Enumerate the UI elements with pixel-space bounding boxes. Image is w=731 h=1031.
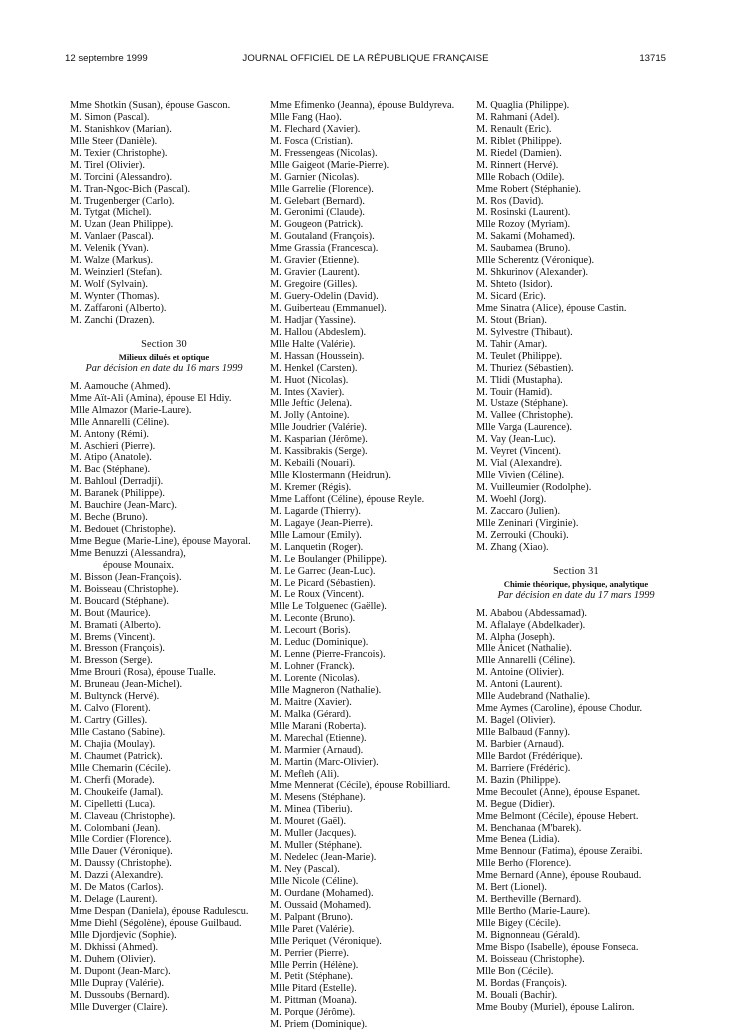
list-item: Mme Aït-Ali (Amina), épouse El Hdiy.	[70, 392, 232, 404]
list-item: M. Mefleh (Ali).	[270, 768, 340, 780]
list-item: Mme Mennerat (Cécile), épouse Robilliard.	[270, 780, 451, 792]
list-item: M. Lorente (Nicolas).	[270, 673, 360, 684]
list-item: M. Priem (Dominique).	[270, 1019, 368, 1031]
list-item: Mlle Perrin (Hélène).	[270, 959, 359, 971]
list-item: M. Bout (Maurice).	[70, 607, 151, 619]
list-item: Mlle Bigey (Cécile).	[476, 918, 561, 929]
list-item: M. Huot (Nicolas).	[270, 374, 349, 386]
list-item: M. Simon (Pascal).	[70, 111, 150, 123]
section-title: Section 31	[553, 565, 599, 577]
list-item: M. Barbier (Arnaud).	[476, 738, 565, 750]
list-item: Mlle Marani (Roberta).	[270, 720, 367, 732]
list-item: M. Delage (Laurent).	[70, 894, 158, 906]
column-right	[476, 100, 676, 1014]
list-item: Mlle Scherentz (Véronique).	[476, 255, 595, 267]
list-item: M. Perrier (Pierre).	[270, 947, 349, 959]
list-item: M. Lagarde (Thierry).	[270, 505, 361, 517]
list-item: M. Leconte (Bruno).	[270, 613, 356, 625]
list-item: M. Vanlaer (Pascal).	[70, 231, 154, 243]
list-item: Mme Robert (Stéphanie).	[476, 183, 581, 195]
list-item: Mlle Duverger (Claire).	[70, 1001, 168, 1013]
list-item: M. Tirel (Olivier).	[70, 159, 145, 171]
list-item: M. Zhang (Xiao).	[476, 541, 549, 553]
list-item: Mlle Anicet (Nathalie).	[476, 643, 572, 655]
list-item: M. Intes (Xavier).	[270, 386, 345, 398]
list-item: Mlle Castano (Sabine).	[70, 727, 166, 738]
list-item: M. Maitre (Xavier).	[270, 696, 352, 708]
list-item: M. Martin (Marc-Olivier).	[270, 756, 379, 768]
list-item: M. Kebaili (Nouari).	[270, 458, 356, 470]
list-item: M. Riedel (Damien).	[476, 147, 562, 159]
list-item: M. Ros (David).	[476, 195, 544, 207]
list-item: M. Bauchire (Jean-Marc).	[70, 500, 177, 512]
list-item: Mme Diehl (Ségolène), épouse Guilbaud.	[70, 918, 242, 929]
list-item: M. Uzan (Jean Philippe).	[70, 219, 174, 231]
list-item: M. Antony (Rémi).	[70, 428, 149, 440]
list-item: M. Ney (Pascal).	[270, 864, 340, 875]
list-item: M. Mesens (Stéphane).	[270, 792, 366, 804]
list-item: M. Quaglia (Philippe).	[476, 100, 570, 111]
list-item: Mme Aymes (Caroline), épouse Chodur.	[476, 703, 643, 715]
list-item: M. Bagel (Olivier).	[476, 715, 556, 727]
list-item: M. Hassan (Houssein).	[270, 350, 365, 362]
list-item: M. Dupont (Jean-Marc).	[70, 965, 171, 977]
list-item: Mme Becoulet (Anne), épouse Espanet.	[476, 786, 641, 798]
decision-date: Par décision en date du 16 mars 1999	[85, 362, 243, 374]
list-item: M. Shkurinov (Alexander).	[476, 267, 589, 279]
list-item: Mlle Gaigeot (Marie-Pierre).	[270, 159, 390, 171]
list-item: M. Renault (Eric).	[476, 123, 552, 135]
list-item: M. Trugenberger (Carlo).	[70, 195, 175, 207]
list-item: M. Fressengeas (Nicolas).	[270, 147, 378, 159]
list-item: Mlle Djordjevic (Sophie).	[70, 929, 177, 941]
list-item: M. Guiberteau (Emmanuel).	[270, 302, 387, 314]
list-item: M. Lenne (Pierre-Francois).	[270, 649, 386, 661]
list-item: M. Zanchi (Drazen).	[70, 314, 155, 326]
list-item: M. Gregoire (Gilles).	[270, 279, 358, 291]
column-left	[70, 100, 258, 1014]
list-item: M. Bazin (Philippe).	[476, 774, 561, 786]
list-item: M. Aamouche (Ahmed).	[70, 380, 171, 392]
list-item: M. Barriere (Frédéric).	[476, 762, 571, 774]
list-item: M. Dussoubs (Bernard).	[70, 989, 170, 1001]
list-item: M. Lecourt (Boris).	[270, 625, 351, 637]
list-item: M. Rinnert (Hervé).	[476, 159, 559, 171]
list-item: M. Cartry (Gilles).	[70, 715, 148, 727]
list-item: M. Cherfi (Morade).	[70, 774, 155, 786]
list-item: Mme Efimenko (Jeanna), épouse Buldyreva.	[270, 100, 455, 111]
list-item: Mme Brouri (Rosa), épouse Tualle.	[70, 667, 216, 679]
list-item: M. Velenik (Yvan).	[70, 243, 149, 255]
list-item: Mlle Klostermann (Heidrun).	[270, 470, 391, 482]
list-item: M. Gravier (Laurent).	[270, 267, 360, 279]
list-item: M. Choukeife (Jamal).	[70, 786, 164, 798]
list-item: M. Tlidi (Mustapha).	[476, 374, 563, 386]
list-item: M. Vuilleumier (Rodolphe).	[476, 482, 592, 493]
list-item: M. Chaumet (Patrick).	[70, 750, 163, 762]
list-item: M. Bert (Lionel).	[476, 882, 547, 894]
list-item: M. Tran-Ngoc-Bich (Pascal).	[70, 183, 191, 195]
list-item: M. Bedouet (Christophe).	[70, 524, 176, 536]
list-item: Mme Bennour (Fatima), épouse Zeraibi.	[476, 846, 643, 858]
list-item: Mme Belmont (Cécile), épouse Hebert.	[476, 810, 639, 822]
page-number: 13715	[639, 53, 666, 64]
list-item-continuation: épouse Mounaix.	[103, 559, 174, 571]
list-item: Mlle Zeninari (Virginie).	[476, 517, 579, 529]
list-item: Mlle Varga (Laurence).	[476, 422, 572, 434]
list-item: Mlle Chemarin (Cécile).	[70, 762, 171, 774]
list-item: M. Bertheville (Bernard).	[476, 894, 582, 906]
journal-title: JOURNAL OFFICIEL DE LA RÉPUBLIQUE FRANÇAISE	[242, 53, 489, 64]
list-item: M. Veyret (Vincent).	[476, 446, 561, 458]
list-item: Mme Benea (Lidia).	[476, 834, 560, 846]
list-item: M. Claveau (Christophe).	[70, 810, 176, 822]
list-item: Mlle Dupray (Valérie).	[70, 977, 165, 989]
list-item: M. Weinzierl (Stefan).	[70, 267, 163, 279]
list-item: M. Zaccaro (Julien).	[476, 505, 561, 517]
list-item: M. Baranek (Philippe).	[70, 488, 165, 500]
list-item: Mlle Berho (Florence).	[476, 858, 572, 870]
list-item: M. Antoni (Laurent).	[476, 679, 563, 691]
list-item: M. Antoine (Olivier).	[476, 667, 565, 679]
list-item: Mme Laffont (Céline), épouse Reyle.	[270, 493, 425, 505]
list-item: M. Lanquetin (Roger).	[270, 541, 364, 553]
list-item: M. Calvo (Florent).	[70, 703, 151, 715]
list-item: M. Le Roux (Vincent).	[270, 589, 365, 601]
list-item: Mlle Fang (Hao).	[270, 111, 342, 123]
list-item: M. Wynter (Thomas).	[70, 291, 160, 302]
list-item: M. Hallou (Abdeslem).	[270, 326, 367, 338]
list-item: M. Jolly (Antoine).	[270, 410, 350, 422]
list-item: M. Sakami (Mohamed).	[476, 231, 575, 243]
list-item: Mlle Robach (Odile).	[476, 171, 565, 183]
list-item: M. Bac (Stéphane).	[70, 464, 151, 476]
list-item: M. Aflalaye (Abdelkader).	[476, 619, 586, 631]
list-item: M. Gougeon (Patrick).	[270, 219, 364, 231]
page-header	[0, 0, 731, 70]
list-item: M. Le Picard (Sébastien).	[270, 577, 376, 589]
list-item: M. Ourdane (Mohamed).	[270, 887, 374, 899]
list-item: M. Bultynck (Hervé).	[70, 691, 160, 703]
list-item: M. Stanishkov (Marian).	[70, 123, 172, 135]
list-item: M. Rosinski (Laurent).	[476, 207, 571, 219]
list-item: Mlle Dauer (Véronique).	[70, 846, 173, 858]
list-item: M. Vial (Alexandre).	[476, 458, 563, 470]
list-item: M. Zerrouki (Chouki).	[476, 529, 569, 541]
list-item: M. Bahloul (Derradji).	[70, 476, 164, 488]
list-item: M. Le Boulanger (Philippe).	[270, 553, 387, 565]
list-item: M. Oussaid (Mohamed).	[270, 899, 372, 911]
list-item: Mlle Vivien (Céline).	[476, 470, 565, 482]
list-item: M. Muller (Jacques).	[270, 828, 357, 840]
list-item: M. Sylvestre (Thibaut).	[476, 326, 573, 338]
list-item: M. Bouali (Bachir).	[476, 989, 558, 1001]
list-item: M. Lohner (Franck).	[270, 661, 355, 673]
list-item: M. Kremer (Régis).	[270, 482, 352, 493]
list-item: M. Lagaye (Jean-Pierre).	[270, 517, 373, 529]
list-item: Mlle Periquet (Véronique).	[270, 935, 382, 947]
section-subtitle: Chimie théorique, physique, analytique	[503, 578, 649, 589]
list-item: M. Porque (Jérôme).	[270, 1007, 356, 1019]
list-item: M. Kasparian (Jérôme).	[270, 434, 368, 446]
list-item: M. Petit (Stéphane).	[270, 971, 353, 983]
list-item: Mlle Halte (Valérie).	[270, 338, 356, 350]
list-item: M. Le Garrec (Jean-Luc).	[270, 565, 376, 577]
list-item: M. Minea (Tiberiu).	[270, 804, 353, 816]
list-item: M. Guery-Odelin (David).	[270, 291, 379, 302]
section-title: Section 30	[141, 338, 187, 350]
list-item: M. Dkhissi (Ahmed).	[70, 941, 159, 953]
list-item: M. Dazzi (Alexandre).	[70, 870, 164, 882]
list-item: M. Muller (Stéphane).	[270, 840, 363, 852]
decision-date: Par décision en date du 17 mars 1999	[497, 589, 655, 601]
list-item: M. Zaffaroni (Alberto).	[70, 302, 167, 314]
list-item: M. Benchanaa (M'barek).	[476, 822, 582, 834]
list-item: Mme Bernard (Anne), épouse Roubaud.	[476, 870, 642, 882]
list-item: M. Boucard (Stéphane).	[70, 595, 169, 607]
list-item: M. Marechal (Etienne).	[270, 732, 367, 744]
header-date: 12 septembre 1999	[65, 53, 148, 64]
list-item: M. Vallee (Christophe).	[476, 410, 574, 422]
list-item: M. Fosca (Cristian).	[270, 135, 353, 147]
list-item: M. Aschieri (Pierre).	[70, 440, 156, 452]
list-item: Mme Despan (Daniela), épouse Radulescu.	[70, 906, 249, 918]
list-item: M. Ustaze (Stéphane).	[476, 398, 569, 410]
list-item: Mlle Le Tolguenec (Gaëlle).	[270, 601, 387, 613]
list-item: M. Daussy (Christophe).	[70, 858, 172, 870]
list-item: M. Boisseau (Christophe).	[70, 583, 179, 595]
list-item: M. Gravier (Etienne).	[270, 255, 360, 267]
list-item: Mlle Cordier (Florence).	[70, 834, 172, 846]
list-item: M. Leduc (Dominique).	[270, 637, 369, 649]
list-item: M. Sicard (Eric).	[476, 291, 546, 302]
list-item: Mme Sinatra (Alice), épouse Castin.	[476, 302, 627, 314]
list-item: Mlle Audebrand (Nathalie).	[476, 691, 591, 703]
list-item: Mme Benuzzi (Alessandra),	[70, 547, 186, 559]
list-item: M. Bignonneau (Gérald).	[476, 929, 581, 941]
list-item: Mlle Pitard (Estelle).	[270, 983, 357, 995]
list-item: M. Brems (Vincent).	[70, 631, 156, 643]
list-item: M. Bisson (Jean-François).	[70, 571, 182, 583]
list-item: Mlle Jeftic (Jelena).	[270, 398, 353, 410]
section-spacer	[70, 327, 258, 339]
list-item: Mlle Almazor (Marie-Laure).	[70, 404, 192, 416]
list-item: M. Touir (Hamid).	[476, 386, 553, 398]
list-item: M. Palpant (Bruno).	[270, 911, 353, 923]
list-item: M. Wolf (Sylvain).	[70, 279, 148, 291]
list-item: M. Shteto (Isidor).	[476, 279, 553, 291]
list-item: Mlle Nicole (Céline).	[270, 875, 359, 887]
list-item: M. Geronimi (Claude).	[270, 207, 365, 219]
list-item: M. Boisseau (Christophe).	[476, 953, 585, 965]
list-item: M. De Matos (Carlos).	[70, 882, 164, 894]
list-item: M. Woehl (Jorg).	[476, 493, 547, 505]
section-subtitle: Milieux dilués et optique	[118, 351, 210, 362]
list-item: Mlle Bertho (Marie-Laure).	[476, 906, 591, 918]
list-item: M. Bramati (Alberto).	[70, 619, 161, 631]
list-item: Mlle Annarelli (Céline).	[70, 416, 170, 428]
list-item: Mlle Bon (Cécile).	[476, 965, 554, 977]
list-item: Mme Begue (Marie-Line), épouse Mayoral.	[70, 536, 251, 547]
list-item: Mlle Garrelie (Florence).	[270, 183, 374, 195]
list-item: M. Bresson (Serge).	[70, 655, 153, 667]
list-item: M. Kassibrakis (Serge).	[270, 446, 368, 458]
list-item: M. Texier (Christophe).	[70, 147, 168, 159]
list-item: Mme Bouby (Muriel), épouse Laliron.	[476, 1001, 635, 1013]
list-item: M. Alpha (Joseph).	[476, 631, 555, 643]
list-item: Mlle Balbaud (Fanny).	[476, 727, 571, 738]
list-item: M. Bordas (François).	[476, 977, 567, 989]
list-item: Mlle Annarelli (Céline).	[476, 655, 576, 667]
list-item: M. Saubamea (Bruno).	[476, 243, 571, 255]
column-middle	[270, 100, 468, 1031]
section-spacer	[476, 554, 676, 566]
list-item: M. Bruneau (Jean-Michel).	[70, 679, 183, 691]
list-item: M. Bresson (François).	[70, 643, 165, 655]
list-item: M. Hadjar (Yassine).	[270, 314, 356, 326]
list-item: Mlle Bardot (Frédérique).	[476, 750, 583, 762]
list-item: M. Thuriez (Sébastien).	[476, 362, 574, 374]
list-item: M. Cipelletti (Luca).	[70, 798, 156, 810]
list-item: M. Ababou (Abdessamad).	[476, 607, 587, 619]
list-item: M. Tytgat (Michel).	[70, 207, 152, 219]
list-item: Mme Grassia (Francesca).	[270, 243, 379, 255]
list-item: M. Colombani (Jean).	[70, 822, 161, 834]
list-item: M. Vay (Jean-Luc).	[476, 434, 556, 446]
list-item: M. Pittman (Moana).	[270, 995, 357, 1007]
list-item: M. Flechard (Xavier).	[270, 123, 361, 135]
list-item: M. Teulet (Philippe).	[476, 350, 563, 362]
list-item: M. Torcini (Alessandro).	[70, 171, 173, 183]
list-item: M. Henkel (Carsten).	[270, 362, 358, 374]
list-item: Mlle Rozoy (Myriam).	[476, 219, 571, 231]
list-item: M. Tahir (Amar).	[476, 338, 548, 350]
list-item: M. Walze (Markus).	[70, 255, 154, 267]
list-item: M. Mouret (Gaël).	[270, 816, 347, 828]
list-item: M. Malka (Gérard).	[270, 708, 352, 720]
list-item: M. Stout (Brian).	[476, 314, 547, 326]
list-item: Mlle Paret (Valérie).	[270, 923, 355, 935]
list-item: Mme Bispo (Isabelle), épouse Fonseca.	[476, 941, 639, 953]
list-item: M. Chajia (Moulay).	[70, 738, 156, 750]
list-item: Mlle Joudrier (Valérie).	[270, 422, 367, 434]
list-item: Mme Shotkin (Susan), épouse Gascon.	[70, 100, 231, 111]
list-item: M. Garnier (Nicolas).	[270, 171, 360, 183]
list-item: M. Riblet (Philippe).	[476, 135, 562, 147]
list-item: M. Atipo (Anatole).	[70, 452, 152, 464]
list-item: M. Duhem (Olivier).	[70, 953, 156, 965]
list-item: Mlle Magneron (Nathalie).	[270, 684, 382, 696]
list-item: M. Goutaland (François).	[270, 231, 375, 243]
list-item: M. Begue (Didier).	[476, 798, 555, 810]
list-item: Mlle Lamour (Emily).	[270, 529, 362, 541]
list-item: M. Nedelec (Jean-Marie).	[270, 852, 377, 864]
list-item: M. Beche (Bruno).	[70, 512, 148, 524]
list-item: M. Gelebart (Bernard).	[270, 195, 365, 207]
list-item: M. Marmier (Arnaud).	[270, 744, 364, 756]
list-item: Mlle Steer (Danièle).	[70, 135, 158, 147]
list-item: M. Rahmani (Adel).	[476, 111, 560, 123]
